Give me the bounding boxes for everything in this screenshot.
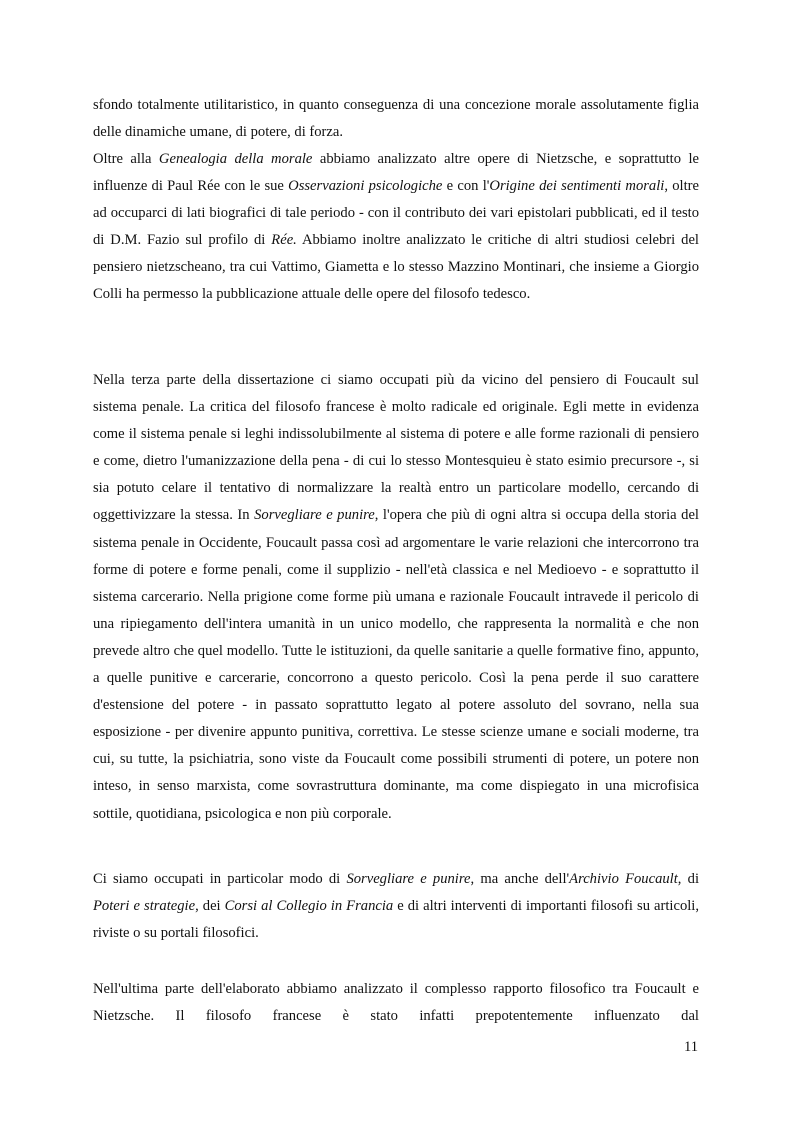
text-run: , dei (195, 898, 225, 915)
text-run: , oltre ad occuparci di lati biografici di tale periodo - con il contributo dei vari epistolari pubblicati, ed il testo di D.M. Fazio sul profilo di (93, 178, 699, 249)
italic-title: Rée. (271, 232, 297, 249)
italic-title: Poteri e strategie (93, 898, 196, 915)
paragraph (93, 976, 699, 1030)
text-run: , di (677, 871, 699, 887)
italic-title: Archivio Foucault (569, 871, 678, 887)
text-run: , l'opera che più di ogni altra si occupa della storia del sistema penale in Occidente, Foucault passa così ad argomentare le varie relazioni che intercorrono tra forme di potere e forme penali, come il supplizio - nell'età classica e nel Medioevo - e soprattutto il sistema carcerario. Nella prigione come forme più umana e razionale Foucault intravede il pericolo di una ripiegamento dell'intera umanità in un unico modello, che rappresenta la normalità e che non prevede altro che quel modello. Tutte le istituzioni, da quelle sanitarie a quelle formative fino, appunto, a quelle punitive e carcerarie, concorrono a questo pericolo. Così la pena perde il suo carattere d'estensione del potere - in passato soprattutto legato al potere assoluto del sovrano, nella sua esposizione - per divenire appunto punitiva, correttiva. Le stesse scienze umane e sociali moderne, tra cui, su tutte, la psichiatria, sono viste da Foucault come possibili strumenti di potere, un potere non inteso, in senso marxista, come sovrastruttura dominante, ma come dispiegato in una microfisica sottile, quotidiana, psicologica e non più corporale. (93, 507, 699, 822)
text-run: Ci siamo occupati in particolar modo di (93, 871, 347, 887)
paragraph (93, 866, 699, 947)
text-run: Nell'ultima parte dell'elaborato abbiamo analizzato il complesso rapporto filosofico tra Foucault e Nietzsche. Il filosofo francese è stato infatti prepotentemente influenzato dal (93, 981, 699, 1025)
paragraph (93, 92, 699, 146)
italic-title: Osservazioni psicologiche (288, 178, 443, 195)
italic-title: Sorvegliare e punire (346, 871, 471, 887)
italic-title: Genealogia della morale (158, 151, 313, 167)
text-run: Oltre alla (93, 151, 159, 167)
italic-title: Origine dei sentimenti morali (489, 178, 665, 195)
paragraph (93, 367, 699, 828)
text-run: abbiamo analizzato altre opere di Nietzsche, e soprattutto le influenze di Paul Rée con le sue (93, 151, 699, 195)
text-run: e con l' (442, 178, 490, 195)
italic-title: Sorvegliare e punire (254, 507, 375, 524)
text-run: , ma anche dell' (470, 871, 570, 887)
text-run: e di altri interventi di importanti filosofi su articoli, riviste o su portali filosofici. (93, 898, 699, 942)
paragraph (93, 146, 699, 309)
italic-title: Corsi al Collegio in Francia (224, 898, 394, 915)
text-run: Nella terza parte della dissertazione ci siamo occupati più da vicino del pensiero di Foucault sul sistema penale. La critica del filosofo francese è molto radicale ed originale. Egli mette in evidenza come il sistema penale si leghi indissolubilmente al sistema di potere e alle forme razionali di pensiero e come, dietro l'umanizzazione della pena - di cui lo stesso Montesquieu è stato esimio precursore -, si sia potuto celare il tentativo di normalizzare la realtà entro un particolare modello, cercando di oggettivizzare la stessa. In (93, 372, 699, 524)
text-run: sfondo totalmente utilitaristico, in quanto conseguenza di una concezione morale assolutamente figlia delle dinamiche umane, di potere, di forza. (93, 97, 699, 141)
text-run: Abbiamo inoltre analizzato le critiche di altri studiosi celebri del pensiero nietzscheano, tra cui Vattimo, Giametta e lo stesso Mazzino Montinari, che insieme a Giorgio Colli ha permesso la pubblicazione attuale delle opere del filosofo tedesco. (93, 232, 699, 303)
page-number: 11 (683, 1039, 698, 1055)
